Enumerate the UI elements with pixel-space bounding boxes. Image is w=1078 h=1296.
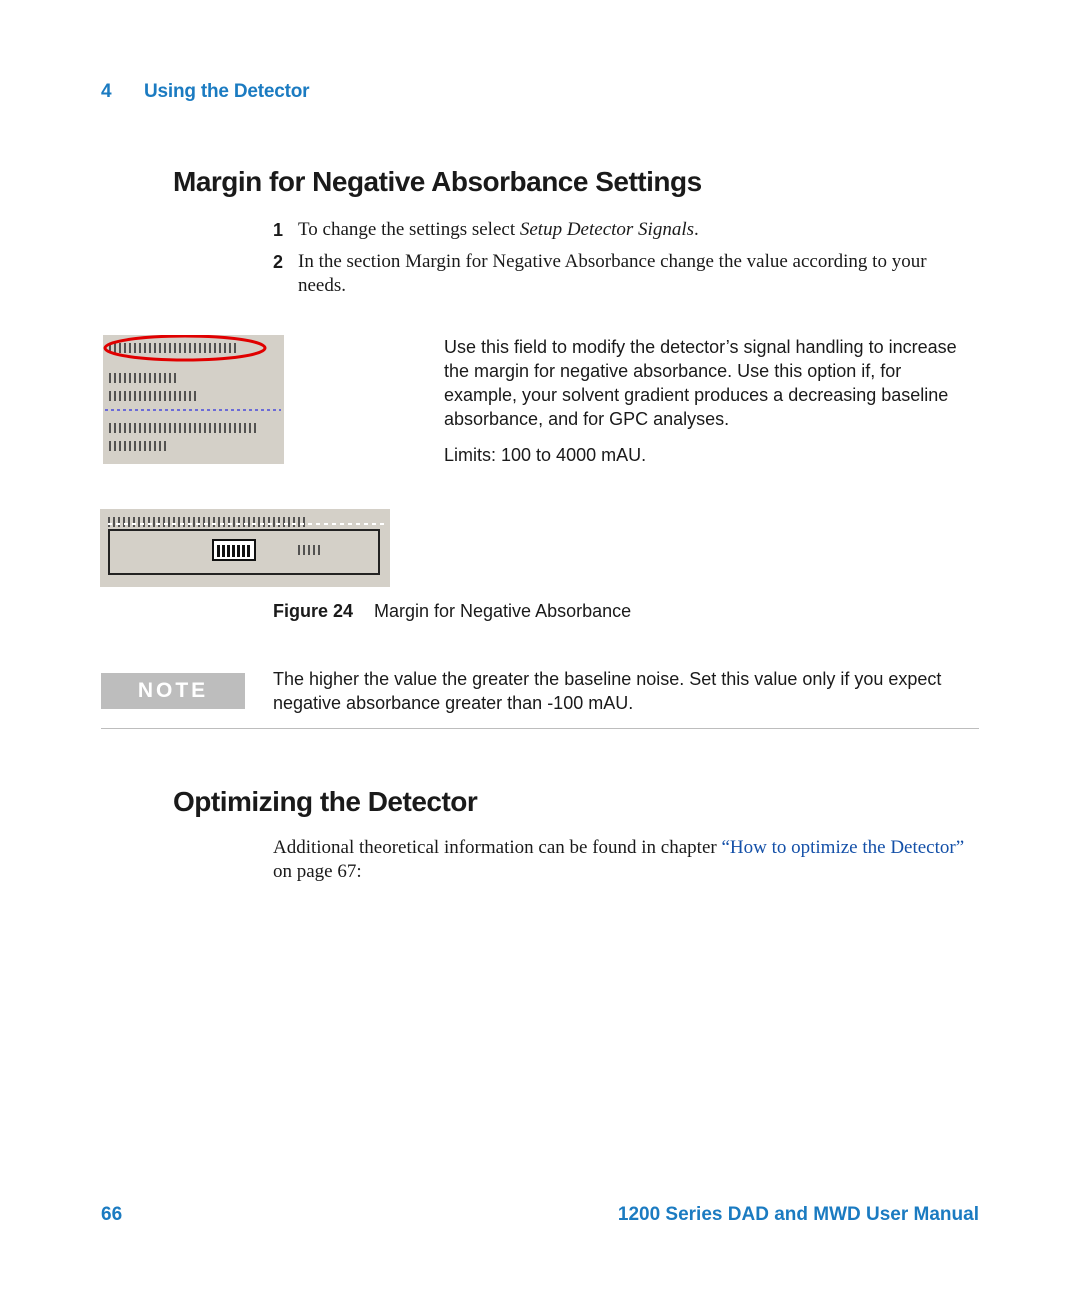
- step-number: 1: [273, 220, 284, 240]
- section-title-optimizing: Optimizing the Detector: [173, 786, 478, 817]
- dialog-screenshot-top: [103, 335, 284, 464]
- manual-title: 1200 Series DAD and MWD User Manual: [617, 1204, 979, 1225]
- figure-caption: Margin for Negative Absorbance: [374, 601, 632, 621]
- chapter-title: Using the Detector: [144, 81, 310, 102]
- paragraph-tail: on page 67:: [273, 861, 362, 882]
- limits-text: Limits: 100 to 4000 mAU.: [444, 445, 647, 465]
- note-text: The higher the value the greater the baseline noise. Set this value only if you expect negative absorbance greater than -100 mAU.: [273, 669, 942, 713]
- step-text: In the section Margin for Negative Absorbance change the value according to your needs.: [298, 251, 927, 296]
- field-description: Use this field to modify the detector’s signal handling to increase the margin for negative absorbance. Use this option if, for example, your solvent gradient produces a decreasing baseline absorbance, and for GPC analyses.: [444, 337, 957, 429]
- note-badge: NOTE: [101, 673, 245, 709]
- chapter-link[interactable]: “How to optimize the Detector”: [721, 837, 965, 858]
- step-text-tail: .: [694, 219, 699, 240]
- divider: [101, 728, 979, 729]
- paragraph-lead: Additional theoretical information can be found in chapter: [273, 837, 722, 858]
- section-title-margin: Margin for Negative Absorbance Settings: [173, 166, 702, 197]
- optimizing-paragraph: [273, 836, 973, 884]
- menu-path: Setup Detector Signals: [519, 219, 694, 240]
- step-number: 2: [273, 252, 284, 272]
- step-text: [298, 218, 978, 242]
- figure-label: Figure 24: [273, 601, 354, 621]
- dialog-screenshot-field: [100, 509, 390, 587]
- step-text-lead: To change the settings select: [298, 219, 520, 240]
- margin-value-input[interactable]: [212, 539, 256, 561]
- page-number: 66: [101, 1204, 123, 1225]
- highlight-ellipse: [103, 335, 284, 464]
- chapter-number: 4: [101, 81, 112, 102]
